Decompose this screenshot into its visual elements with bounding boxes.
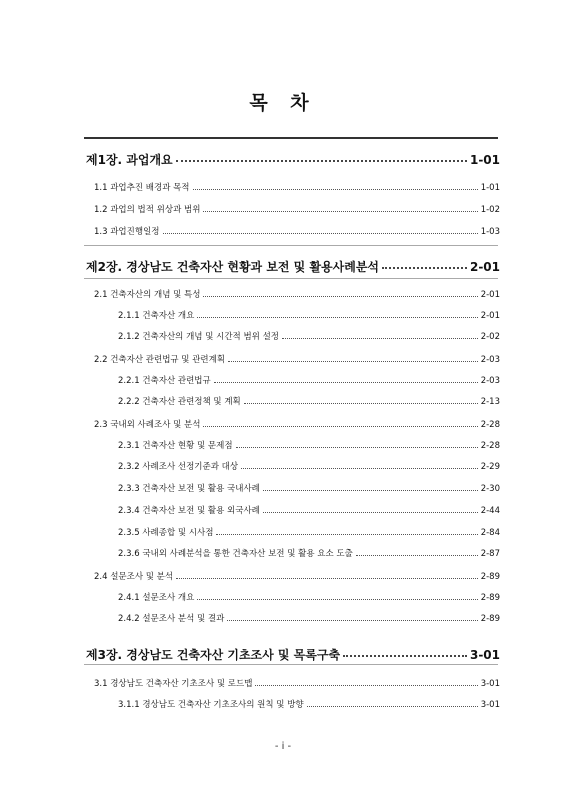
toc-subsection[interactable] — [118, 330, 500, 342]
page-title: 목 차 — [249, 92, 317, 114]
toc-dot-leader — [255, 685, 477, 686]
toc-entry-page: 1-01 — [480, 183, 500, 193]
toc-entry-label: 2.2.2 건축자산 관련정책 및 계획 — [118, 397, 241, 407]
toc-subsection[interactable] — [118, 309, 500, 321]
toc-entry-page: 2-89 — [480, 614, 500, 624]
toc-entry-page: 2-03 — [480, 355, 500, 365]
toc-entry-label: 1.3 과업진행일정 — [94, 227, 160, 237]
toc-entry-page: 2-44 — [480, 506, 500, 516]
toc-chapter[interactable] — [86, 258, 500, 274]
toc-entry-page: 2-01 — [469, 260, 500, 274]
toc-entry-label: 1.2 과업의 법적 위상과 범위 — [94, 205, 201, 215]
toc-dot-leader — [176, 160, 467, 162]
section-divider — [84, 278, 498, 279]
toc-dot-leader — [263, 490, 478, 491]
toc-section[interactable] — [94, 203, 500, 215]
toc-subsection[interactable] — [118, 698, 500, 710]
toc-subsection[interactable] — [118, 460, 500, 472]
toc-entry-page: 3-01 — [480, 679, 500, 689]
toc-dot-leader — [263, 512, 478, 513]
toc-entry-page: 3-01 — [469, 648, 500, 662]
toc-dot-leader — [343, 655, 467, 657]
toc-subsection[interactable] — [118, 374, 500, 386]
toc-entry-page: 2-89 — [480, 593, 500, 603]
toc-entry-page: 3-01 — [480, 700, 500, 710]
toc-entry-label: 2.2 건축자산 관련법규 및 관련계획 — [94, 355, 226, 365]
toc-dot-leader — [163, 233, 478, 234]
toc-section[interactable] — [94, 570, 500, 582]
page-number: - i - — [274, 741, 292, 752]
toc-entry-page: 2-28 — [480, 420, 500, 430]
toc-entry-page: 2-01 — [480, 290, 500, 300]
toc-entry-label: 2.4 설문조사 및 분석 — [94, 572, 174, 582]
toc-dot-leader — [193, 189, 478, 190]
toc-entry-page: 2-84 — [480, 528, 500, 538]
toc-dot-leader — [203, 426, 477, 427]
toc-entry-label: 2.1.2 건축자산의 개념 및 시간적 범위 설정 — [118, 332, 280, 342]
toc-subsection[interactable] — [118, 482, 500, 494]
toc-entry-label: 2.4.1 설문조사 개요 — [118, 593, 195, 603]
toc-dot-leader — [216, 534, 477, 535]
toc-dot-leader — [228, 361, 478, 362]
toc-dot-leader — [227, 620, 477, 621]
toc-entry-label: 2.3.6 국내외 사례분석을 통한 건축자산 보전 및 활용 요소 도출 — [118, 549, 353, 559]
toc-section[interactable] — [94, 181, 500, 193]
toc-entry-page: 2-29 — [480, 462, 500, 472]
toc-entry-label: 2.2.1 건축자산 관련법규 — [118, 376, 211, 386]
section-divider — [84, 664, 498, 665]
toc-entry-page: 2-28 — [480, 441, 500, 451]
toc-dot-leader — [236, 447, 478, 448]
toc-dot-leader — [203, 296, 477, 297]
toc-entry-page: 2-89 — [480, 572, 500, 582]
toc-dot-leader — [382, 267, 467, 269]
toc-dot-leader — [197, 599, 477, 600]
toc-entry-label: 제3장. 경상남도 건축자산 기초조사 및 목록구축 — [86, 648, 341, 662]
toc-dot-leader — [244, 403, 478, 404]
toc-entry-label: 3.1 경상남도 건축자산 기초조사 및 로드맵 — [94, 679, 253, 689]
toc-chapter[interactable] — [86, 646, 500, 662]
toc-dot-leader — [307, 706, 478, 707]
toc-dot-leader — [214, 382, 478, 383]
toc-subsection[interactable] — [118, 591, 500, 603]
toc-section[interactable] — [94, 418, 500, 430]
toc-section[interactable] — [94, 288, 500, 300]
toc-entry-page: 2-01 — [480, 311, 500, 321]
toc-dot-leader — [203, 211, 477, 212]
toc-section[interactable] — [94, 353, 500, 365]
toc-dot-leader — [197, 317, 477, 318]
toc-entry-page: 2-30 — [480, 484, 500, 494]
toc-subsection[interactable] — [118, 612, 500, 624]
toc-chapter[interactable] — [86, 151, 500, 167]
toc-section[interactable] — [94, 677, 500, 689]
toc-subsection[interactable] — [118, 395, 500, 407]
toc-entry-page: 1-02 — [480, 205, 500, 215]
toc-entry-label: 2.3.5 사례종합 및 시사점 — [118, 528, 214, 538]
toc-section[interactable] — [94, 225, 500, 237]
toc-entry-label: 2.3.4 건축자산 보전 및 활용 외국사례 — [118, 506, 260, 516]
toc-dot-leader — [282, 338, 478, 339]
toc-dot-leader — [241, 468, 478, 469]
toc-entry-label: 2.3.1 건축자산 현황 및 문제점 — [118, 441, 233, 451]
toc-dot-leader — [356, 555, 478, 556]
toc-entry-label: 2.4.2 설문조사 분석 및 결과 — [118, 614, 225, 624]
toc-subsection[interactable] — [118, 547, 500, 559]
toc-entry-page: 1-01 — [469, 153, 500, 167]
section-divider — [84, 245, 498, 246]
toc-entry-label: 2.1.1 건축자산 개요 — [118, 311, 195, 321]
toc-entry-page: 2-03 — [480, 376, 500, 386]
toc-dot-leader — [176, 578, 478, 579]
toc-entry-label: 2.3.3 건축자산 보전 및 활용 국내사례 — [118, 484, 260, 494]
toc-subsection[interactable] — [118, 526, 500, 538]
toc-entry-page: 2-02 — [480, 332, 500, 342]
toc-entry-page: 2-87 — [480, 549, 500, 559]
toc-subsection[interactable] — [118, 504, 500, 516]
toc-entry-label: 1.1 과업추진 배경과 목적 — [94, 183, 190, 193]
toc-entry-page: 2-13 — [480, 397, 500, 407]
toc-entry-label: 2.1 건축자산의 개념 및 특성 — [94, 290, 201, 300]
toc-entry-label: 제2장. 경상남도 건축자산 현황과 보전 및 활용사례분석 — [86, 260, 380, 274]
toc-entry-label: 2.3.2 사례조사 선정기준과 대상 — [118, 462, 239, 472]
toc-subsection[interactable] — [118, 439, 500, 451]
toc-entry-label: 제1장. 과업개요 — [86, 153, 173, 167]
toc-entry-page: 1-03 — [480, 227, 500, 237]
toc-entry-label: 2.3 국내외 사례조사 및 분석 — [94, 420, 201, 430]
toc-entry-label: 3.1.1 경상남도 건축자산 기초조사의 원칙 및 방향 — [118, 700, 304, 710]
